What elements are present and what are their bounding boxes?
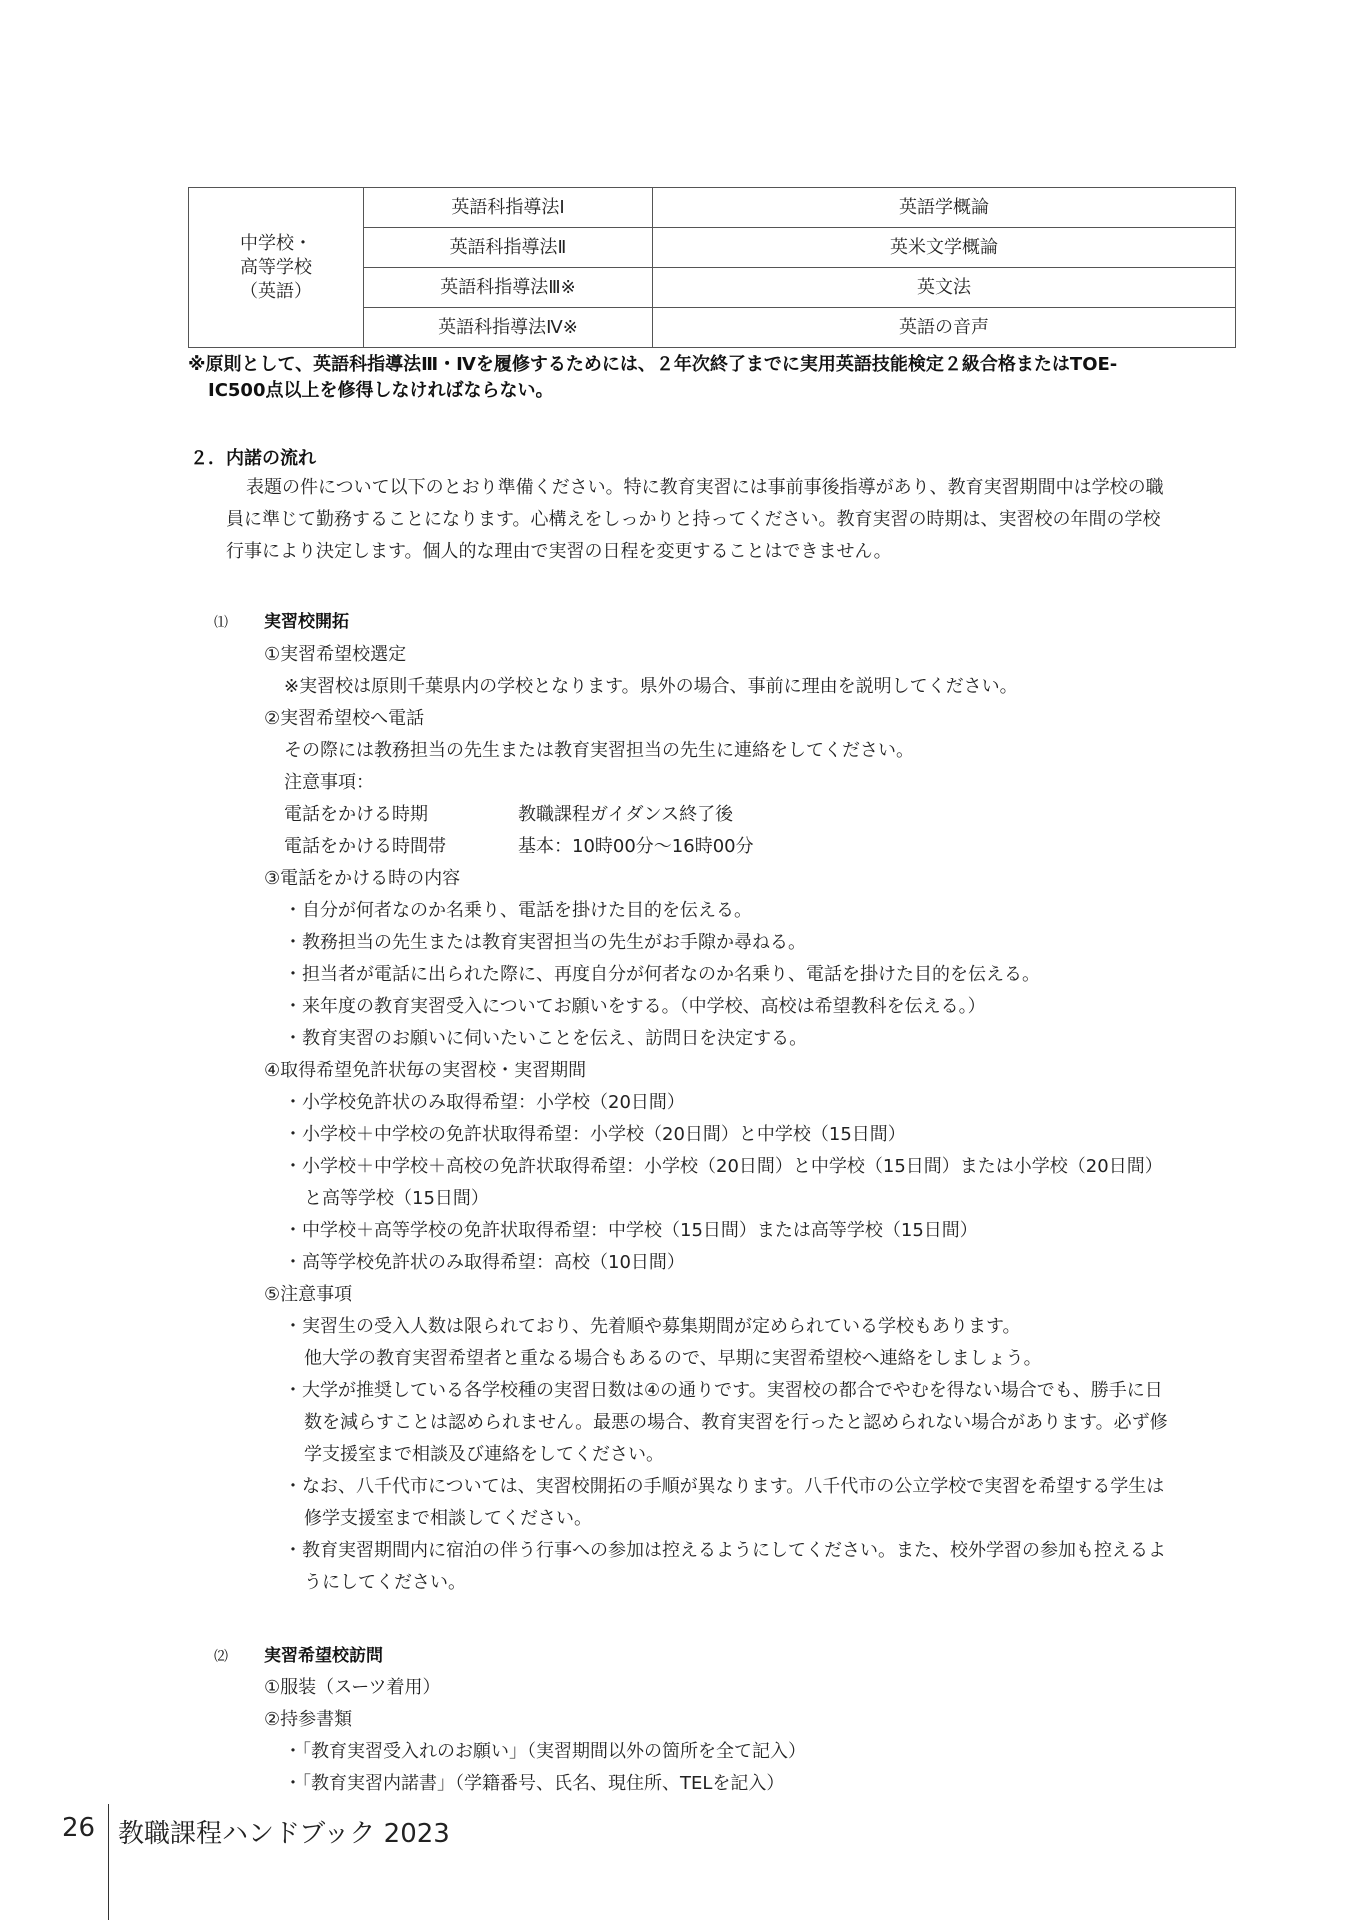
item-heading: ①服装（スーツ着用） [264, 1677, 441, 1698]
item-text: ※実習校は原則千葉県内の学校となります。県外の場合、事前に理由を説明してください。 [284, 676, 1018, 697]
school-type-cell [189, 188, 364, 348]
bullet-line: ・小学校＋中学校の免許状取得希望：小学校（20日間）と中学校（15日間） [284, 1124, 906, 1145]
bullet-line: ・なお、八千代市については、実習校開拓の手順が異なります。八千代市の公立学校で実習を希望する学生は [284, 1476, 1165, 1497]
bullet-continuation: 数を減らすことは認められません。最悪の場合、教育実習を行ったと認められない場合があります。必ず修 [304, 1412, 1168, 1433]
item-heading: ③電話をかける時の内容 [264, 868, 461, 889]
bullet-line: ・自分が何者なのか名乗り、電話を掛けた目的を伝える。 [284, 900, 752, 921]
subsection-number: ⑵ [214, 1649, 228, 1665]
call-period-label: 電話をかける時期 [284, 804, 428, 825]
bullet-line: ・教育実習期間内に宿泊の伴う行事への参加は控えるようにしてください。また、校外学習の参加も控えるよ [284, 1540, 1166, 1561]
table-footnote [188, 352, 1238, 404]
bullet-continuation: 学支援室まで相談及び連絡をしてください。 [304, 1444, 664, 1465]
school-type-line: （英語） [240, 280, 312, 302]
subsection-heading [214, 1641, 383, 1666]
subject-cell: 英米文学概論 [653, 228, 1236, 268]
subsection-title: 実習希望校訪問 [264, 1646, 383, 1666]
intro-line: 行事により決定します。個人的な理由で実習の日程を変更することはできません。 [226, 541, 892, 562]
bullet-line: ・高等学校免許状のみ取得希望：高校（10日間） [284, 1252, 685, 1273]
item-text: その際には教務担当の先生または教育実習担当の先生に連絡をしてください。 [284, 740, 914, 761]
item-heading: ⑤注意事項 [264, 1284, 353, 1305]
bullet-line: ・実習生の受入人数は限られており、先着順や募集期間が定められている学校もあります。 [284, 1316, 1021, 1337]
bullet-continuation: 他大学の教育実習希望者と重なる場合もあるので、早期に実習希望校へ連絡をしましょう。 [304, 1348, 1042, 1369]
bullet-line: ・中学校＋高等学校の免許状取得希望：中学校（15日間）または高等学校（15日間） [284, 1220, 978, 1241]
table-footnote-line: ※原則として、英語科指導法Ⅲ・Ⅳを履修するためには、２年次終了までに実用英語技能検定２級合格またはTOE- [188, 354, 1118, 375]
bullet-line: ・教務担当の先生または教育実習担当の先生がお手隙か尋ねる。 [284, 932, 806, 953]
page-number: 26 [62, 1813, 96, 1843]
bullet-line: ・小学校＋中学校＋高校の免許状取得希望：小学校（20日間）と中学校（15日間）または小学校（20日間） [284, 1156, 1163, 1177]
bullet-line: ・小学校免許状のみ取得希望：小学校（20日間） [284, 1092, 685, 1113]
intro-line: 表題の件について以下のとおり準備ください。特に教育実習には事前事後指導があり、教育実習期間中は学校の職 [246, 477, 1164, 498]
footer-divider [108, 1804, 109, 1920]
item-heading: ④取得希望免許状毎の実習校・実習期間 [264, 1060, 587, 1081]
bullet-continuation: 修学支援室まで相談してください。 [304, 1508, 592, 1529]
call-period-value: 教職課程ガイダンス終了後 [518, 804, 734, 825]
bullet-continuation: うにしてください。 [304, 1572, 466, 1593]
subsection-number: ⑴ [214, 615, 228, 631]
subsection-heading [214, 607, 349, 632]
bullet-line: ・来年度の教育実習受入についてお願いをする。（中学校、高校は希望教科を伝える。） [284, 996, 986, 1017]
subject-cell: 英語学概論 [653, 188, 1236, 228]
school-type-line: 高等学校 [240, 256, 312, 278]
bullet-line: ・「教育実習内諾書」（学籍番号、氏名、現住所、TELを記入） [284, 1773, 785, 1794]
intro-line: 員に準じて勤務することになります。心構えをしっかりと持ってください。教育実習の時期は、実習校の年間の学校 [226, 509, 1161, 530]
bullet-continuation: と高等学校（15日間） [304, 1188, 489, 1209]
subject-cell: 英語の音声 [653, 308, 1236, 348]
bullet-line: ・大学が推奨している各学校種の実習日数は④の通りです。実習校の都合でやむを得ない場合でも、勝手に日 [284, 1380, 1163, 1401]
footer-title: 教職課程ハンドブック 2023 [118, 1819, 450, 1849]
bullet-line: ・教育実習のお願いに伺いたいことを伝え、訪問日を決定する。 [284, 1028, 808, 1049]
bullet-line: ・担当者が電話に出られた際に、再度自分が何者なのか名乗り、電話を掛けた目的を伝える。 [284, 964, 1040, 985]
subject-cell: 英文法 [653, 268, 1236, 308]
section-title: ２．内諾の流れ [190, 448, 316, 469]
item-heading: ①実習希望校選定 [264, 644, 407, 665]
section-intro [226, 472, 1238, 568]
method-cell: 英語科指導法Ⅲ※ [364, 268, 653, 308]
item-heading: ②実習希望校へ電話 [264, 708, 425, 729]
call-time-value: 基本：10時00分～16時00分 [518, 836, 754, 857]
table-footnote-line: IC500点以上を修得しなければならない。 [208, 380, 554, 401]
item-text: 注意事項： [284, 772, 374, 793]
school-type-line: 中学校・ [240, 232, 312, 254]
subsection-title: 実習校開拓 [264, 612, 349, 632]
method-cell: 英語科指導法Ⅳ※ [364, 308, 653, 348]
bullet-line: ・「教育実習受入れのお願い」（実習期間以外の箇所を全て記入） [284, 1741, 806, 1762]
method-cell: 英語科指導法Ⅰ [364, 188, 653, 228]
item-heading: ②持参書類 [264, 1709, 353, 1730]
course-table [188, 187, 1236, 348]
method-cell: 英語科指導法Ⅱ [364, 228, 653, 268]
call-time-label: 電話をかける時間帯 [284, 836, 446, 857]
